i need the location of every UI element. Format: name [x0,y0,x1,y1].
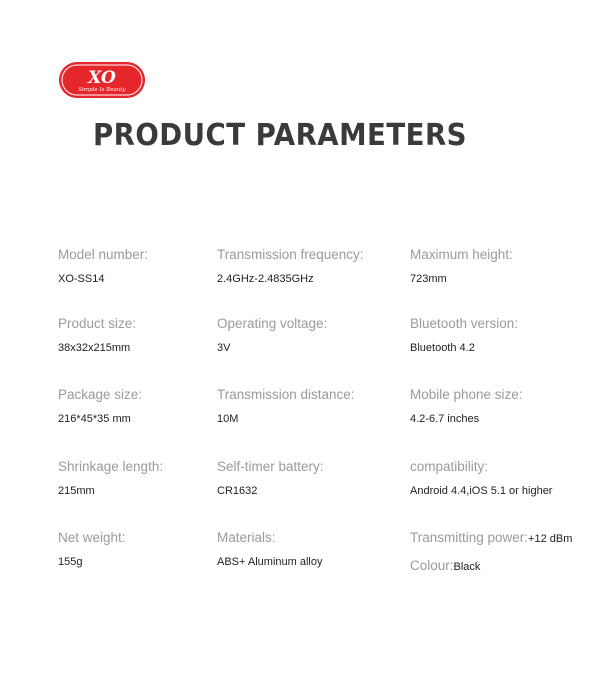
param-label: Mobile phone size: [410,387,523,402]
param-label: Operating voltage: [217,316,328,331]
param-label: Bluetooth version: [410,316,519,331]
param-value: ABS+ Aluminum alloy [217,556,323,568]
param-value: CR1632 [217,485,258,497]
param-label [410,530,572,545]
param-value: 2.4GHz-2.4835GHz [217,273,314,285]
param-label-text: Colour: [410,558,454,573]
param-value: 4.2-6.7 inches [410,413,480,425]
param-label: Transmission frequency: [217,247,364,262]
param-value: Black [453,561,481,573]
param-value: 215mm [58,485,95,497]
param-label: Self-timer battery: [217,459,324,474]
param-value: XO-SS14 [58,273,105,285]
param-value: +12 dBm [528,533,573,545]
brand-logo [58,61,146,99]
param-value: 216*45*35 mm [58,413,131,425]
param-value: 723mm [410,273,447,285]
logo-text: XO [88,68,116,88]
param-label: Product size: [58,316,137,331]
param-value: 38x32x215mm [58,342,131,354]
param-value: 3V [217,342,231,354]
param-label: Package size: [58,387,143,402]
param-value: 155g [58,556,83,568]
param-label-text: Transmitting power: [410,530,529,545]
param-label: Model number: [58,247,149,262]
param-label: compatibility: [410,459,489,474]
param-label: Materials: [217,530,276,545]
param-label: Shrinkage length: [58,459,164,474]
param-value: Bluetooth 4.2 [410,342,475,354]
param-value: 10M [217,413,239,425]
param-label: Net weight: [58,530,126,545]
xo-logo-icon [58,61,146,99]
param-colour [410,558,480,573]
param-label: Transmission distance: [217,387,355,402]
param-label: Maximum height: [410,247,513,262]
param-value: Android 4.4,iOS 5.1 or higher [410,485,553,497]
page-title: PRODUCT PARAMETERS [92,118,468,153]
logo-tagline: Simple Is Beauty [78,87,126,93]
